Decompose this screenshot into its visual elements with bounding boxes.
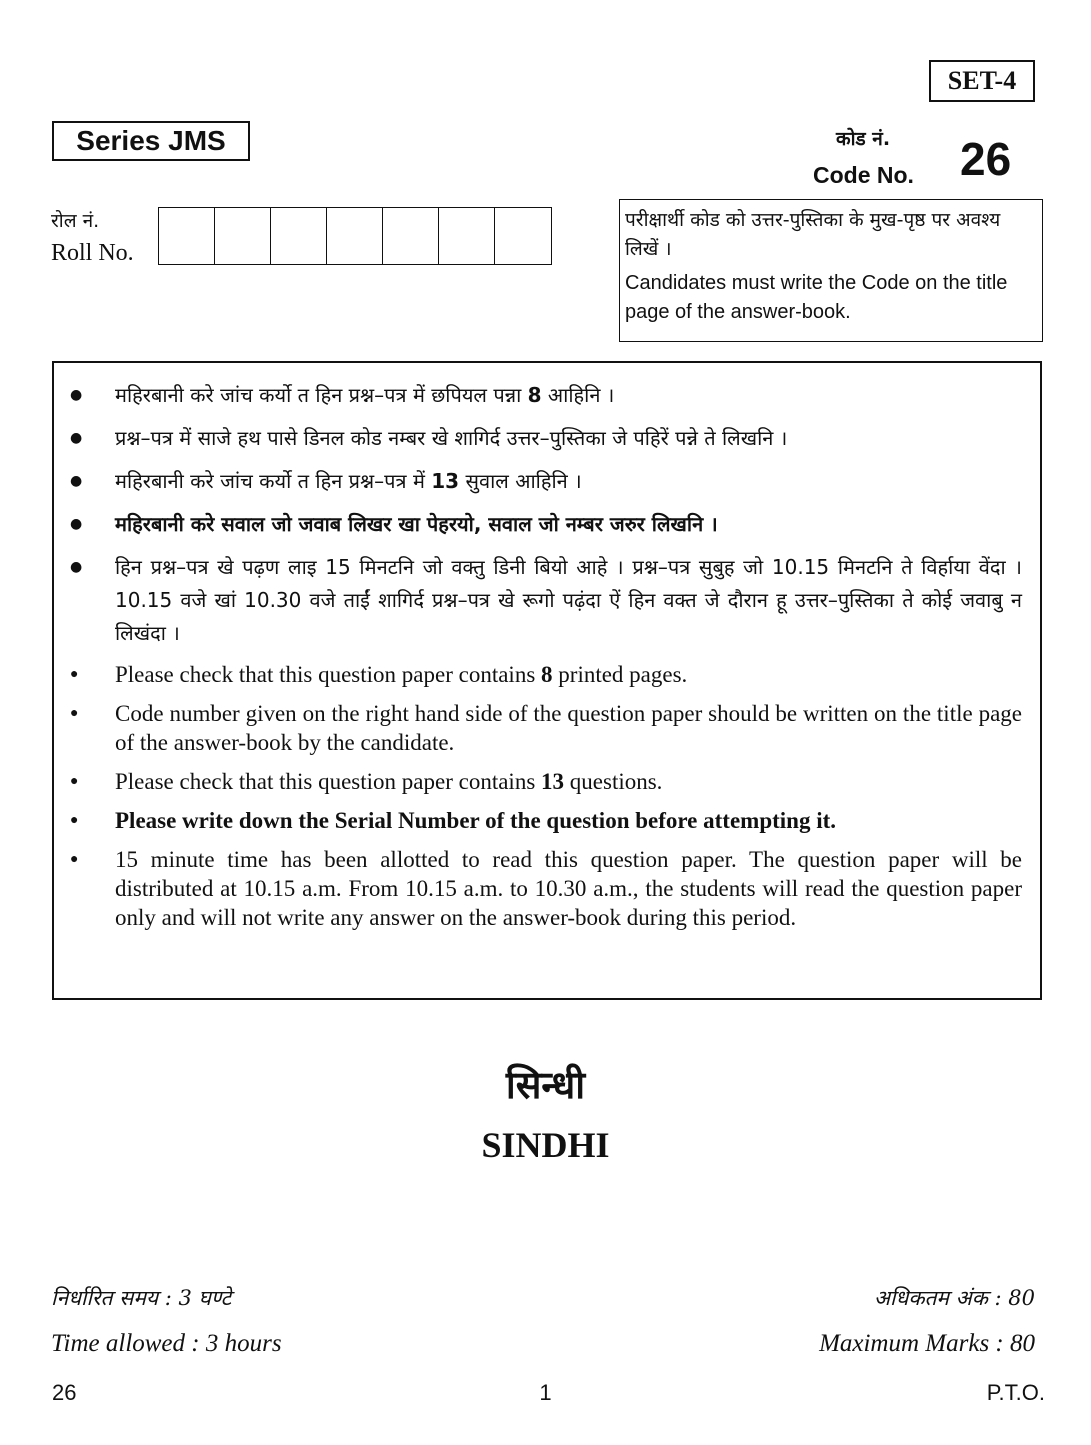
code-label-english: Code No. <box>813 162 914 188</box>
roll-number-cell[interactable] <box>271 208 327 264</box>
bullet-icon: ● <box>70 473 83 489</box>
instruction-text: 8 <box>527 383 542 407</box>
bullet-icon: ● <box>70 387 83 403</box>
bullet-icon: ● <box>70 516 83 532</box>
instruction-item-english <box>70 845 1022 932</box>
instruction-text: 13 <box>431 469 460 493</box>
instruction-item-english <box>70 660 1022 689</box>
instruction-text: printed pages. <box>552 662 688 687</box>
instruction-item-sindhi <box>70 422 1022 455</box>
instruction-text: Please check that this question paper contains <box>115 662 542 687</box>
candidate-instruction-english: Candidates must write the Code on the title page of the answer-book. <box>625 272 1008 323</box>
instruction-item-english <box>70 767 1022 796</box>
instruction-text: questions. <box>564 769 663 794</box>
candidate-instruction-hindi: परीक्षार्थी कोड को उत्तर-पुस्तिका के मुख-पृष्ठ पर अवश्य लिखें । <box>625 209 1001 260</box>
instruction-text: महिरबानी करे सवाल जो जवाब लिखर खा पेहरयो, सवाल जो नम्बर जरुर लिखनि । <box>115 512 718 536</box>
candidate-instruction-box <box>619 199 1043 342</box>
instruction-item-english <box>70 806 1022 835</box>
time-allowed-english: Time allowed : 3 hours <box>51 1330 282 1357</box>
bullet-icon: ● <box>70 813 79 828</box>
subject-title-hindi: सिन्धी <box>505 1063 586 1107</box>
instruction-text: महिरबानी करे जांच कर्यो त हिन प्रश्न–पत्र में छपियल पन्ना <box>115 383 528 407</box>
instruction-item-sindhi <box>70 551 1022 650</box>
roll-label-hindi: रोल नं. <box>51 210 100 232</box>
bullet-icon: ● <box>70 852 79 867</box>
max-marks-english: Maximum Marks : 80 <box>819 1330 1035 1357</box>
instruction-text: हिन प्रश्न–पत्र खे पढ़ण लाइ 15 मिनटनि जो वक्तु डिनी बियो आहे । प्रश्न–पत्र सुबुह जो 10.15 मिनटनि ते विर्हाया वेंदा । 10.15 वजे खां 10.30 वजे ताईं शागिर्द प्रश्न–पत्र खे रूगो पढ़ंदा ऐं हिन वक्त जे दौरान हू उत्तर–पुस्तिका ते कोई जवाबु न लिखंदा । <box>115 555 1022 645</box>
footer-code: 26 <box>52 1380 77 1405</box>
time-allowed-hindi: निर्धारित समय : 3 घण्टे <box>51 1286 232 1310</box>
bullet-icon: ● <box>70 559 83 575</box>
pto-label: P.T.O. <box>986 1380 1045 1405</box>
instruction-text: 8 <box>541 662 553 687</box>
roll-number-cell[interactable] <box>327 208 383 264</box>
instruction-text: Please write down the Serial Number of the question before attempting it. <box>115 808 837 833</box>
instruction-text: प्रश्न–पत्र में साजे हथ पासे डिनल कोड नम्बर खे शागिर्द उत्तर–पुस्तिका जे पहिरें पन्ने ते लिखनि । <box>115 426 788 450</box>
code-number: 26 <box>960 133 1012 185</box>
bullet-icon: ● <box>70 774 79 789</box>
subject-title-english: SINDHI <box>481 1125 610 1165</box>
roll-number-cell[interactable] <box>383 208 439 264</box>
instruction-item-english <box>70 699 1022 757</box>
series-badge: Series JMS <box>52 121 250 161</box>
roll-label-english: Roll No. <box>51 240 134 266</box>
instruction-item-sindhi <box>70 508 1022 541</box>
instruction-text: महिरबानी करे जांच कर्यो त हिन प्रश्न–पत्र में <box>115 469 432 493</box>
instructions-box <box>52 361 1042 1000</box>
roll-number-cell[interactable] <box>495 208 551 264</box>
roll-number-cell[interactable] <box>439 208 495 264</box>
code-label-hindi: कोड नं. <box>836 128 891 150</box>
instruction-text: आहिनि । <box>541 383 615 407</box>
instruction-text: 13 <box>541 769 565 794</box>
instructions-list <box>70 379 1022 932</box>
bullet-icon: ● <box>70 430 83 446</box>
set-number-badge: SET-4 <box>929 60 1035 102</box>
max-marks-hindi: अधिकतम अंक : 80 <box>873 1286 1035 1310</box>
instruction-item-sindhi <box>70 465 1022 498</box>
instruction-text: 15 minute time has been allotted to read this question paper. The question paper will be distributed at 10.15 a.m. From 10.15 a.m. to 10.30 a.m., the students will read the question paper only and will not write any answer on the answer-book during this period. <box>115 847 1022 930</box>
roll-number-cell[interactable] <box>215 208 271 264</box>
roll-number-cell[interactable] <box>159 208 215 264</box>
bullet-icon: ● <box>70 667 79 682</box>
instruction-text: सुवाल आहिनि । <box>459 469 582 493</box>
instruction-text: Please check that this question paper contains <box>115 769 542 794</box>
bullet-icon: ● <box>70 706 79 721</box>
instruction-item-sindhi <box>70 379 1022 412</box>
roll-number-boxes[interactable] <box>158 207 552 265</box>
page-number: 1 <box>539 1380 552 1405</box>
instruction-text: Code number given on the right hand side of the question paper should be written on the title page of the answer-book by the candidate. <box>115 701 1022 755</box>
